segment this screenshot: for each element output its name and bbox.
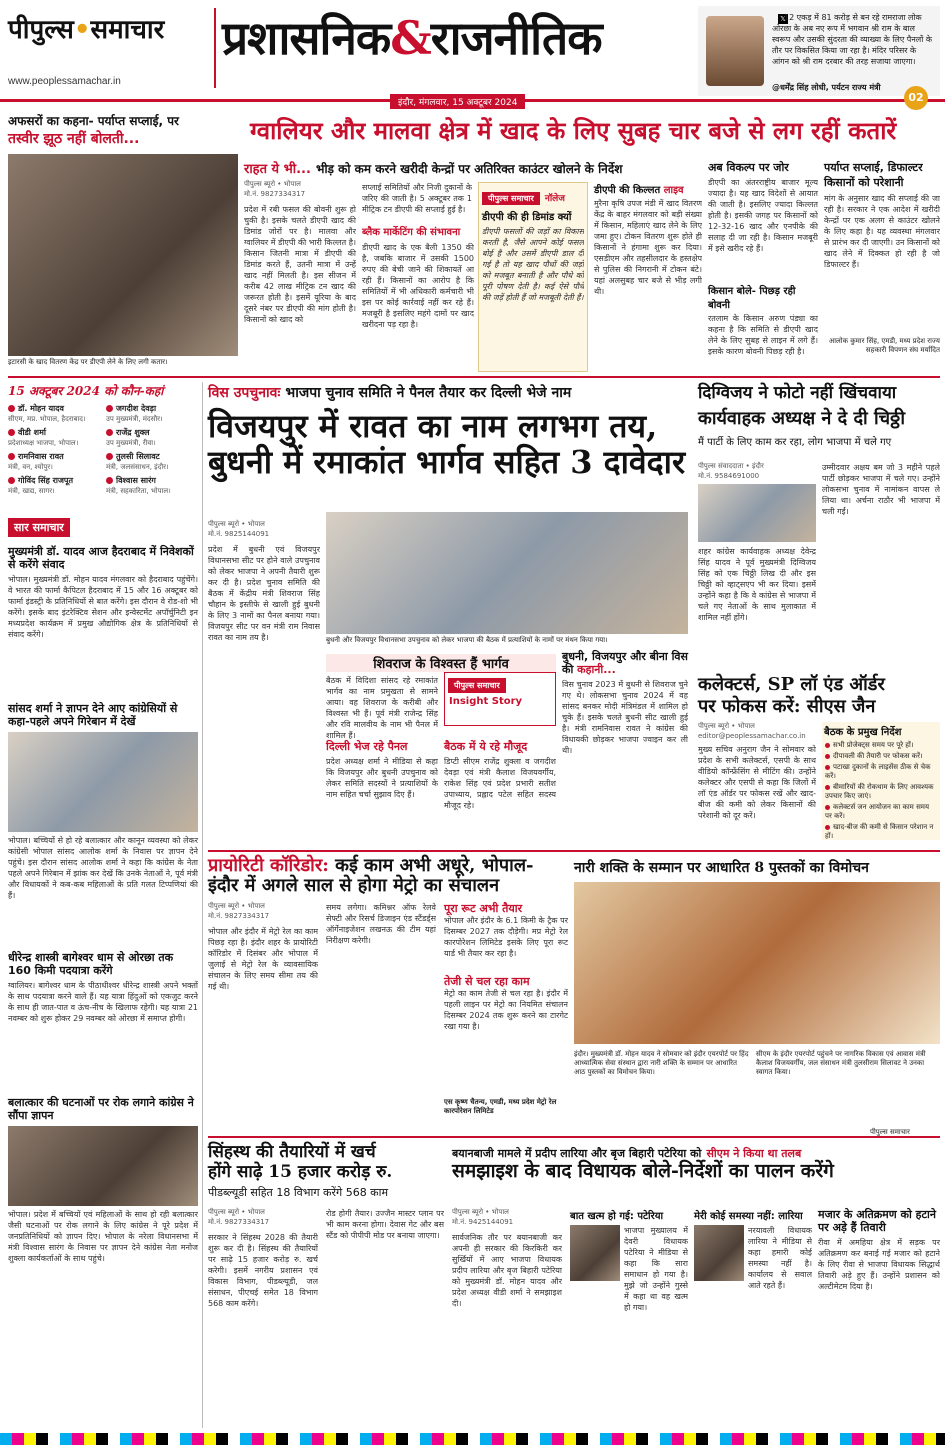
digvijay-photo (698, 484, 816, 542)
schedule-title: 15 अक्टूबर 2024 को कौन-कहां (8, 384, 164, 398)
logo-right: समाचार (90, 15, 165, 45)
digvijay-text: शहर कांग्रेस कार्यवाहक अध्यक्ष देवेन्द्र सिंह यादव ने पूर्व मुख्यमंत्री दिग्विजय सिंह को एक चिठ्ठी लिख दी और इस चिठ्ठी को व्हाट्सएप भी कर दिया। इसमें उन्होंने कहा है कि वे कांग्रेस से भाजपा में चले गए नेताओं के साथ मुलाकात में शामिल नहीं होंगे। (698, 547, 816, 622)
page-number: 02 (904, 86, 928, 110)
statement-strap-text: बयानबाजी मामले में प्रदीप लारिया और बृज बिहारी पटेरिया को (452, 1147, 702, 1160)
metro-headline-l2: इंदौर में अगले साल से होगा मेट्रो का संचालन (208, 875, 500, 896)
directive-item (822, 740, 940, 751)
directive-item (822, 762, 940, 782)
women-credit: पीपुल्स समाचार (870, 1128, 910, 1136)
story-sidebar (562, 650, 688, 839)
quote-box (698, 6, 940, 96)
directive-text: कलेक्टर्स जन आयोजन का काम समय पर करें। (825, 803, 930, 820)
schedule-name: गोविंद सिंह राजपूत (18, 476, 74, 485)
lariya-photo (694, 1225, 744, 1281)
delhi-head: दिल्ली भेज रहे पैनल (326, 740, 408, 753)
logo-left: पीपुल्स (8, 15, 74, 45)
schedule-grid (8, 403, 198, 497)
brief1-text: भोपाल। मुख्यमंत्री डॉ. मोहन यादव मंगलवार को हैदराबाद पहुंचेंगे। वे भारत की फार्मा कैपिटल हैदराबाद में 15 और 16 अक्टूबर को फार्मा इंडस्ट्री के प्रतिनिधियों से बात करेंगे। इस दौरान वे रोड-शो भी करेंगे। इसके बाद इंटरेक्टिव सेशन और इन्वेस्टमेंट अपॉर्चुनिटी इन मध्यप्रदेश कार्यक्रम में प्रमुख औद्योगिक क्षेत्र के प्रतिनिधियों से संवाद करेंगे। (8, 575, 198, 639)
collectors-headline-l2[interactable]: पर फोकस करें: सीएस जैन (698, 696, 876, 717)
schedule-entry (8, 403, 100, 425)
metro-author: एस कृष्ण चैतन्य, एमडी, मध्य प्रदेश मेट्रो रेल कारपोरेशन लिमिटेड (444, 1098, 557, 1115)
digvijay-phone: मो.नं. 9584691000 (698, 472, 760, 480)
byelection-headline-l1: विजयपुर में रावत का नाम लगभग तय, (208, 407, 658, 445)
knowledge-tag: पीपुल्स समाचार (482, 192, 540, 205)
insight-label: Insight Story (449, 696, 523, 707)
schedule-detail: उप मुख्यमंत्री, रीवा। (106, 439, 156, 447)
simhastha-text: सरकार ने सिंहस्थ 2028 की तैयारी शुरू कर दी है। सिंहस्थ की तैयारियों पर साढ़े 15 हजार करोड़ रु. खर्च करेगी। इसमें नगरीय प्रशासन एवं विकास विभाग, पीडब्ल्यूडी, जल संसाधन, पीएचई समेत 18 विभाग 568 काम करेंगे। (208, 1233, 318, 1308)
meeting-head: बैठक में ये रहे मौजूद (444, 740, 528, 753)
byelection-strap-red: विस उपचुनावः (208, 385, 281, 401)
book-launch-photo (574, 882, 940, 1044)
briefs-column (8, 516, 198, 1287)
lower-divider (208, 1136, 940, 1138)
metro-box-text2: मेट्रो का काम तेजी से चल रहा है। इंदौर में पहली लाइन पर मेट्रो का नियमित संचालन दिसम्बर 2024 तक शुरू करने का टारगेट रखा गया है। (444, 989, 568, 1031)
brief3-title[interactable]: धीरेन्द्र शास्त्री बागेश्वर धाम से ओरछा तक 160 किमी पदयात्रा करेंगे (8, 951, 174, 977)
schedule-entry (8, 475, 100, 497)
byelection-strap-text: भाजपा चुनाव समिति ने पैनल तैयार कर दिल्ली भेजे नाम (285, 385, 572, 401)
simhastha-headline[interactable] (208, 1142, 444, 1200)
quote-author: @धर्मेंद्र सिंह लोधी, पर्यटन राज्य मंत्री (772, 83, 881, 92)
brief4-title[interactable]: बलात्कार की घटनाओं पर रोक लगाने कांग्रेस ने सौंपा ज्ञापन (8, 1096, 194, 1122)
strap-left: अफसरों का कहना- पर्याप्त सप्लाई, पर (8, 114, 179, 128)
bullet-icon (825, 754, 830, 759)
masthead (0, 0, 945, 108)
dap-title: डीएपी की किल्लत (594, 185, 661, 196)
collectors-story (698, 674, 940, 718)
tiwari-story (818, 1208, 940, 1423)
digvijay-text2: उम्मीदवार अक्षय बम जो 3 महीने पहले पार्टी छोड़कर भाजपा में चले गए। उन्होंने लोकसभा चुनाव में नामांकन वापस ले लिया था। अर्चना राठौर भी भाजपा में चली गईं। (822, 463, 940, 516)
knowledge-text: डीएपी फसलों की जड़ों का विकास करती है, जैसे आपने कोई फसल बोई है और उसमें डीएपी डाल दी गई है तो यह खाद पौधों की जड़ों को मजबूत बनाती है और पौधे को पूरी पोषण देती है। कई ऐसे पौधे की जड़ें होती हैं जो मजबूती देती हैं। (482, 227, 584, 302)
schedule-detail: मंत्री, वन, श्योपुर। (8, 463, 53, 471)
knowledge-box (478, 182, 588, 372)
top-col1: प्रदेश में रबी फसल की बोवनी शुरू हो चुकी है। इसके चलते डीएपी खाद की डिमांड जोरों पर है। मालवा और ग्वालियर में डीएपी की भारी किल्लत है। किसान जितनी मात्रा में डीएपी की डिमांड करते हैं, उतनी मात्रा में उन्हें खाद नहीं मिलती है। इस सीजन में करीब 42 लाख मीट्रिक टन खाद की जरूरत होती है। इसमें यूरिया के बाद दूसरे नंबर पर डीएपी की मांग होती है। किसानों को खाद को (244, 205, 356, 324)
section-amp: & (390, 11, 431, 65)
schedule-entry (106, 451, 198, 473)
alt-title: अब विकल्प पर जोर (708, 161, 789, 174)
location-pin-icon (8, 477, 15, 484)
alt-text: डीएपी का अंतरराष्ट्रीय बाजार मूल्य ज्यादा है। यह खाद विदेशों से आयात की जाती है। इसलिए ज्यादा किल्लत होती है। इसकी जगह पर किसानों को 12-32-16 खाद और एनपीके की सलाह दी जा रही है। किसान मजबूरी में इसे खरीद रहे हैं। (708, 178, 818, 253)
metro-box-title2: तेजी से चल रहा काम (444, 975, 530, 988)
byelection-byline: पीपुल्स ब्यूरो • भोपाल (208, 520, 265, 528)
section-right: राजनीतिक (430, 11, 602, 65)
schedule-name: वीडी शर्मा (18, 428, 46, 437)
x-social-icon: 𝕏 (778, 14, 788, 24)
top-col2: सप्लाई समितियों और निजी दुकानों के जरिए की जाती है। 5 अक्टूबर तक 1 मीट्रिक टन डीएपी की सप्लाई हुई है। (362, 183, 472, 214)
schedule-name: रामनिवास रावत (18, 452, 64, 461)
q2-text: नरयावली विधायक लारिया ने मीडिया से कहा हमारी कोई समस्या नहीं है। कार्यालय से सवाल आते रहते हैं। (748, 1226, 812, 1290)
directive-text: बीमारियों की रोकथाम के लिए आवश्यक उपचार किए जाएं। (825, 783, 934, 800)
metro-headline-red: प्रायोरिटी कॉरिडोर: (208, 855, 329, 876)
schedule-name: राजेंद्र शुक्ल (116, 428, 150, 437)
metro-route-box (444, 902, 568, 1116)
fertilizer-queue-photo (8, 154, 238, 356)
schedule-detail: प्रदेशाध्यक्ष भाजपा, भोपाल। (8, 439, 79, 447)
schedule-entry (106, 403, 198, 425)
metro-headline[interactable] (208, 856, 568, 896)
strap-red: तस्वीर झूठ नहीं बोलती... (8, 131, 140, 147)
tiwari-text: रीवा में अमहिया क्षेत्र में सड़क पर अतिक्रमण कर बनाई गई मजार को हटाने के लिए रीवा से भाजपा विधायक सिद्धार्थ तिवारी अड़े हुए हैं। उन्होंने प्रशासन को अल्टीमेटम दिया है। (818, 1238, 940, 1291)
top-phone: मो.नं. 9827334317 (244, 190, 306, 198)
directive-item (822, 802, 940, 822)
schedule-detail: सीएम, मप्र. भोपाल, हैदराबाद। (8, 415, 86, 423)
supply-title: पर्याप्त सप्लाई, डिफाल्टर किसानों को परेशानी (824, 161, 923, 189)
byelection-photo-caption: बुधनी और विजयपुर विधानसभा उपचुनाव को लेकर भाजपा की बैठक में प्रत्याशियों के नामों पर मंथन किया गया। (326, 636, 608, 644)
site-url[interactable]: www.peoplessamachar.in (8, 76, 121, 87)
delhi-text: प्रदेश अध्यक्ष शर्मा ने मीडिया से कहा कि विजयपुर और बुधनी उपचुनाव को लेकर समिति सदस्यों ने प्रत्याशियों के नाम सहित चर्चा सुझाव दिए हैं। (326, 757, 438, 799)
schedule-entry (8, 451, 100, 473)
collectors-directives-box (822, 722, 940, 840)
blackmarket-head: ब्लैक मार्केटिंग की संभावना (362, 227, 461, 238)
top-strap (8, 112, 238, 148)
statement-headline[interactable]: समझाइश के बाद विधायक बोले-निर्देशों का पालन करेंगे (452, 1160, 834, 1182)
dap-text: मुरैना कृषि उपज मंडी में खाद वितरण केंद्र के बाहर मंगलवार को बड़ी संख्या में किसान, महिलाएं खाद लेने के लिए जमा हुए। टोकन वितरण शुरू होते ही किसानों ने हंगामा शुरू कर दिया। एसडीएम और तहसीलदार के हस्तक्षेप से पुलिस की निगरानी में टोकन बंटे। यहां अलसुबह चार बजे से भीड़ लगी थी। (594, 199, 702, 296)
bullet-icon (825, 825, 830, 830)
side-title: बुधनी, विजयपुर और बीना विस की (562, 650, 688, 676)
alt-text2: रतलाम के किसान अरुण पंड्या का कहना है कि समिति से डीएपी खाद लेने के लिए सुबह से लाइन में लगे हैं। इसके कारण बोवनी पिछड़ रही है। (708, 314, 818, 356)
statement-text: सार्वजनिक तौर पर बयानबाजी कर अपनी ही सरकार की किरकिरी कर सुर्खियों में आए भाजपा विधायक प्रदीप लारिया और बृज बिहारी पटेरिया को मुख्यमंत्री डॉ. मोहन यादव और प्रदेश अध्यक्ष वीडी शर्मा ने समझाइश दी। (452, 1233, 562, 1308)
subhead-red: राहत ये भी... (244, 162, 311, 177)
masthead-divider (214, 8, 216, 88)
tiwari-title[interactable]: मजार के अतिक्रमण को हटाने पर अड़े हैं तिवारी (818, 1208, 936, 1234)
pateria-photo (570, 1225, 620, 1281)
lariya-quote (694, 1208, 812, 1425)
byelection-meeting-photo (326, 512, 688, 634)
brief3-text: ग्वालियर। बागेश्वर धाम के पीठाधीश्वर धीरेन्द्र शास्त्री अपने भक्तों के साथ पदयात्रा करने वाले हैं। यह यात्रा हिंदुओं को एकजुट करने के साथ ही जात-पात व ऊंच-नीच के खिलाफ रहेगी। यह यात्रा 21 नवम्बर को शुरू होकर 29 नवम्बर को ओरछा में समाप्त होगी। (8, 981, 198, 1023)
metro-text2: समय लगेगा। कमिश्नर ऑफ रेलवे सेफ्टी और रिसर्च डिजाइन एंड स्टैंडर्ड्स ऑर्गेनाइजेशन लखनऊ की टीम यहां निरीक्षण करेगी। (326, 903, 436, 945)
location-pin-icon (106, 477, 113, 484)
metro-headline-l1: कई काम अभी अधूरे, भोपाल- (335, 855, 534, 876)
metro-box-text: भोपाल और इंदौर के 6.1 किमी के ट्रैक पर दिसम्बर 2027 तक दौड़ेगी। मप्र मेट्रो रेल कारपोरेशन लिमिटेड इसके लिए पूरा रूट यार्ड भी तैयार कर रहा है। (444, 916, 568, 958)
directives-list (822, 740, 940, 842)
briefs-header: सार समाचार (8, 518, 70, 537)
shivraj-box-title: शिवराज के विश्वस्त हैं भार्गव (326, 654, 556, 672)
directives-title: बैठक के प्रमुख निर्देश (824, 727, 902, 738)
women-headline[interactable]: नारी शक्ति के सम्मान पर आधारित 8 पुस्तकों का विमोचन (574, 860, 869, 876)
photo-caption: इटारसी के खाद वितरण केंद्र पर डीएपी लेने के लिए लगी कतार। (8, 358, 168, 366)
pateria-quote (570, 1208, 688, 1425)
dateline: इंदौर, मंगलवार, 15 अक्टूबर 2024 (390, 94, 525, 109)
directive-text: पटाखा दुकानों के लाइसेंस ठीक से चेक करें। (825, 763, 931, 780)
simhastha-headline-l1: सिंहस्थ की तैयारियों में खर्च (208, 1142, 376, 1162)
statement-strap-red: सीएम ने किया था तलब (706, 1147, 802, 1160)
collectors-email[interactable]: editor@peoplessamachar.co.in (698, 732, 806, 740)
metro-phone: मो.नं. 9827334317 (208, 912, 270, 920)
newspaper-logo[interactable]: पीपुल्स•समाचार www.peoplessamachar.in (8, 10, 213, 88)
knowledge-title: डीएपी की ही डिमांड क्यों (482, 212, 572, 223)
schedule-name: विश्वास सारंग (116, 476, 156, 485)
bullet-icon (825, 805, 830, 810)
directive-text: दीपावली की तैयारी पर फोकस करें। (833, 752, 923, 760)
women-caption2: सीएम के इंदौर एयरपोर्ट पहुंचने पर नागरिक विकास एवं आवास मंत्री कैलाश विजयवर्गीय, जल संसाधन मंत्री तुलसीराम सिलावट ने उनका स्वागत किया। (756, 1050, 926, 1076)
location-pin-icon (106, 453, 113, 460)
mid-divider (208, 850, 940, 852)
digvijay-story (698, 382, 940, 448)
byelection-strap (208, 382, 688, 402)
location-pin-icon (8, 429, 15, 436)
supply-author: आलोक कुमार सिंह, एमडी, मध्य प्रदेश राज्य सहकारी विपणन संघ मर्यादित (828, 337, 940, 354)
bullet-icon (825, 743, 830, 748)
directive-text: सभी प्रोजेक्ट्स समय पर पूरे हों। (833, 741, 914, 749)
metro-byline: पीपुल्स ब्यूरो • भोपाल (208, 902, 265, 910)
q1-title: बात खत्म हो गई: पटेरिया (570, 1211, 664, 1222)
brief4-text: भोपाल। प्रदेश में बच्चियों एवं महिलाओं के साथ हो रही बलात्कार जैसी घटनाओं पर रोक लगाने के लिए कांग्रेस ने पूरे प्रदेश में जनप्रतिनिधियों को ज्ञापन दिए। भोपाल के नरेला विधानसभा में मंत्री विश्वास सारंग के निवास पर ज्ञापन देने कांग्रेस नेता मनोज शुक्ला कार्यकर्ताओं के साथ पहुंचे। (8, 1210, 198, 1263)
subhead: भीड़ को कम करने खरीदी केन्द्रों पर अतिरिक्त काउंटर खोलने के निर्देश (316, 162, 623, 176)
supply-story (824, 160, 940, 355)
location-pin-icon (106, 429, 113, 436)
bullet-icon (825, 765, 830, 770)
dap-live-label: लाइव (663, 185, 684, 196)
digvijay-strap: मैं पार्टी के लिए काम कर रहा, लोग भाजपा में चले गए (698, 437, 892, 448)
collectors-headline-l1[interactable]: कलेक्टर्स, SP लॉ एंड ऑर्डर (698, 674, 885, 695)
digvijay-byline: पीपुल्स संवाददाता • इंदौर (698, 462, 764, 470)
knowledge-label: नॉलेज (544, 194, 565, 204)
statement-byline: पीपुल्स ब्यूरो • भोपाल (452, 1208, 509, 1216)
alt-title2: किसान बोले- पिछड़ रही बोवनी (708, 286, 796, 311)
supply-text: मांग के अनुसार खाद की सप्लाई की जा रही है। सरकार ने एक आदेश में खरीदी केन्द्रों पर एक अलग से काउंटर खोलने के लिए कहा है। यह व्यवस्था मंगलवार से प्रारंभ कर दी जाएगी। उन किसानों को खाद लेने में दिक्कत हो रही है जो डिफाल्टर हैं। (824, 194, 940, 269)
alternative-story (708, 160, 818, 393)
byelection-phone: मो.नं. 9825144091 (208, 530, 270, 538)
schedule-detail: मंत्री, जलसंसाधन, इंदौर। (106, 463, 169, 471)
schedule-name: तुलसी सिलावट (116, 452, 160, 461)
brief2-photo (8, 732, 198, 832)
schedule-box (8, 382, 198, 512)
schedule-name: जगदीश देवड़ा (116, 404, 157, 413)
meeting-text: डिप्टी सीएम राजेंद्र शुक्ला व जगदीश देवड़ा एवं मंत्री कैलाश विजयवर्गीय, राकेश सिंह एवं प्रदेश प्रभारी सतीश उपाध्याय, प्रह्लाद पटेल सहित सदस्य मौजूद रहे। (444, 757, 556, 810)
q2-title: मेरी कोई समस्या नहीं: लारिया (694, 1211, 803, 1222)
section-left: प्रशासनिक (222, 11, 391, 65)
schedule-name: डॉ. मोहन यादव (18, 404, 64, 413)
minister-photo (706, 16, 764, 86)
simhastha-strap: पीडब्ल्यूडी सहित 18 विभाग करेंगे 568 काम (208, 1186, 389, 1199)
section-divider (8, 376, 940, 378)
simhastha-phone: मो.नं. 9827334317 (208, 1218, 270, 1226)
statement-phone: मो.नं. 9425144091 (452, 1218, 514, 1226)
side-text: विस चुनाव 2023 में बुधनी से शिवराज चुने गए थे। लोकसभा चुनाव 2024 में वह सांसद बनकर मोदी मंत्रिमंडल में शामिल हो चुके हैं। इसके चलते बुधनी सीट खाली हुई है। मंत्री रामनिवास रावत ने कांग्रेस की विधायकी छोड़कर भाजपा ज्वाइन कर ली थी। (562, 680, 688, 755)
location-pin-icon (8, 453, 15, 460)
schedule-entry (106, 475, 198, 497)
schedule-detail: मंत्री, खाद्य, सागर। (8, 487, 55, 495)
brief1-title[interactable]: मुख्यमंत्री डॉ. यादव आज हैदराबाद में निवेशकों से करेंगे संवाद (8, 545, 194, 571)
location-pin-icon (8, 405, 15, 412)
brief2-text: भोपाल। बच्चियों से हो रहे बलात्कार और कानून व्यवस्था को लेकर कांग्रेसी भोपाल सांसद आलोक शर्मा के निवास पर ज्ञापन देने पहुंचे। इस दौरान सांसद आलोक शर्मा ने कहा कि कांग्रेस के नेता पहले अपने गिरेबान में झांक कर देखें कि उनके नेताओं ने, पूर्व मंत्री और विधायकों ने कब-कब महिलाओं के प्रति गलत टिप्पणियां की हैं। (8, 836, 198, 900)
byelection-headline-l2: बुधनी में रमाकांत भार्गव सहित 3 दावेदार (208, 443, 686, 481)
collectors-text: मुख्य सचिव अनुराग जैन ने सोमवार को प्रदेश के सभी कलेक्टर्स, एसपी के साथ वीडियो कॉन्फ्रेंसिंग से मीटिंग की। उन्होंने कलेक्टर और एसपी से कहा कि जिलों में लॉ एंड ऑर्डर पर फोकस रखें और खाद-बीज की कमी को लेकर किसानों की परेशानी को दूर करें। (698, 745, 816, 820)
dap-shortage-story (594, 182, 702, 368)
directive-item (822, 751, 940, 762)
top-subhead (244, 158, 704, 177)
schedule-detail: मंत्री, सहकारिता, भोपाल। (106, 487, 171, 495)
brief2-title[interactable]: सांसद शर्मा ने ज्ञापन देने आए कांग्रेसियों से कहा-पहले अपने गिरेबान में देखें (8, 702, 178, 728)
brief4-photo (8, 1126, 198, 1206)
location-pin-icon (106, 405, 113, 412)
simhastha-byline: पीपुल्स ब्यूरो • भोपाल (208, 1208, 265, 1216)
simhastha-headline-l2: होंगे साढ़े 15 हजार करोड़ रु. (208, 1162, 393, 1182)
directive-item (822, 782, 940, 802)
directive-text: खाद-बीज की कमी से किसान परेशान न हों। (825, 823, 934, 840)
byelection-headline[interactable] (208, 408, 688, 480)
column-rule (202, 382, 203, 1428)
statement-strap (452, 1142, 940, 1161)
collectors-byline: पीपुल्स ब्यूरो • भोपाल (698, 722, 755, 730)
simhastha-text2: रोड होगी तैयार। उज्जैन मास्टर प्लान पर भी काम करना होगा। देवास गेट और बस स्टैंड को पीपीपी मोड पर बनाया जाएगा। (326, 1209, 444, 1240)
metro-box-title: पूरा रूट अभी तैयार (444, 902, 523, 915)
top-col2b: डीएपी खाद के एक बैली 1350 की है, जबकि बाजार में उसकी 1500 रुपए की बेची जाने की शिकायतें आ रही हैं। किसानों का आरोप है कि समितियों में भी अधिकारी कर्मचारी भी इस पर कोई कार्रवाई नहीं कर रहे हैं। मजबूरी है इसलिए महंगे दामों पर खाद खरीदना पड़ रहा है। (362, 243, 474, 329)
metro-text: भोपाल और इंदौर में मेट्रो रेल का काम पिछड़ रहा है। इंदौर शहर के प्रायोरिटी कॉरिडोर में दिसंबर और भोपाल में जुलाई से मेट्रो रेल के व्यावसायिक संचालन के लिए समय सीमा तय की गई थी। (208, 927, 318, 991)
schedule-detail: उप मुख्यमंत्री, मंदसौर। (106, 415, 163, 423)
women-caption1: इंदौर। मुख्यमंत्री डॉ. मोहन यादव ने सोमवार को इंदौर एयरपोर्ट पर हिंद आध्यात्मिक सेवा संस्थान द्वारा नारी शक्ति के सम्मान पर आधारित आठ पुस्तकों का विमोचन किया। (574, 1050, 749, 1076)
digvijay-headline-l2[interactable]: कार्यवाहक अध्यक्ष ने दे दी चिठ्ठी (698, 408, 905, 429)
byelection-text: प्रदेश में बुधनी एवं विजयपुर विधानसभा सीट पर होने वाले उपचुनाव को लेकर भाजपा ने अपनी तैयारी शुरू कर दी है। प्रदेश चुनाव समिति की बैठक में केंद्रीय मंत्री शिवराज सिंह चौहान के इस्तीफे से खाली हुई बुधनी के लिए 3 नामों का पैनल बनाया गया। विजयपुर सीट पर वन मंत्री राम निवास रावत का नाम तय है। (208, 545, 320, 642)
schedule-entry (106, 427, 198, 449)
schedule-entry (8, 427, 100, 449)
quote-text: 12 एकड़ में 81 करोड़ से बन रहे रामराजा लोक ओरछा के अब नए रूप में भगवान श्री राम के बाल स्वरूप और उसकी सुंदरता की व्याख्या के लिए पैनलों के तौर पर विकसित किया जा रहा है। मंदिर परिसर के आंगन को श्री राम दरबार की तरह सजाया जाएगा। (772, 13, 932, 66)
top-headline[interactable]: ग्वालियर और मालवा क्षेत्र में खाद के लिए सुबह चार बजे से लग रहीं कतारें (250, 116, 897, 145)
insight-tag: पीपुल्स समाचार (448, 678, 506, 693)
side-title-red: कहानी... (577, 663, 616, 676)
shivraj-box-text: बैठक में विदिशा सांसद रहे रमाकांत भार्गव का नाम प्रमुखता से सामने आया। वह शिवराज के करीबी और विश्वस्त भी हैं। पूर्व मंत्री राजेन्द्र सिंह और रवि मालवीय के नाम भी पैनल में शामिल हैं। (326, 676, 438, 740)
insight-box (444, 672, 556, 726)
print-registration-bar (0, 1433, 945, 1445)
top-byline: पीपुल्स ब्यूरो • भोपाल (244, 180, 301, 188)
digvijay-headline-l1[interactable]: दिग्विजय ने फोटो नहीं खिंचवाया (698, 383, 897, 403)
q1-text: भाजपा मुख्यालय में देवरी विधायक पटेरिया ने मीडिया से कहा कि सारा समाधान हो गया है। मुझे जो उन्होंने गुस्से में कहा था वह खत्म हो गया। (624, 1226, 688, 1312)
section-title (222, 6, 602, 68)
directive-item (822, 822, 940, 842)
bullet-icon (825, 785, 830, 790)
